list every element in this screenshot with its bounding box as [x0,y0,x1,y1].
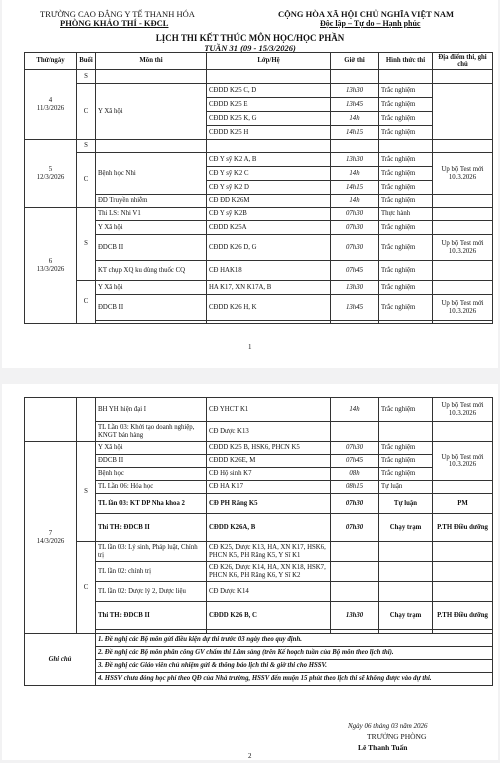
time-cell: 13h30 [331,153,379,167]
column-header: Địa điểm thi, ghi chú [433,53,493,70]
column-header: Môn thi [96,53,207,70]
time-cell: 14h [331,167,379,181]
class-cell: CĐ ĐD K26M [207,195,331,208]
time-cell: 07h45 [331,261,379,281]
note-cell: P.TH Điều dưỡng [433,514,493,542]
format-cell: Trắc nghiệm [379,195,433,208]
time-cell: 14h [331,195,379,208]
subject-cell: Bệnh học [96,468,207,481]
table-row [25,481,493,494]
format-cell: Trắc nghiệm [379,442,433,455]
class-cell: CĐ Y sỹ K2 A, B [207,153,331,167]
time-cell: 13h45 [331,295,379,321]
session-cell: C [77,542,96,634]
subject-cell: ĐDCB II [96,455,207,468]
time-cell: 07h30 [331,514,379,542]
class-cell: CĐDD K26 D, G [207,235,331,261]
session-cell: S [77,70,96,84]
class-cell: CĐ Dược K13 [207,422,331,442]
class-cell: CĐ Y sỹ K2 D [207,181,331,195]
format-cell: Trắc nghiệm [379,281,433,295]
format-cell: Trắc nghiệm [379,84,433,98]
subject-cell: TL lần 02: chính trị [96,562,207,582]
table-row [25,602,493,630]
class-cell: CĐDD K25 C, D [207,84,331,98]
column-header: Hình thức thi [379,53,433,70]
subject-cell: Thi TH: ĐDCB II [96,514,207,542]
table-row [25,153,493,167]
header-motto: Độc lập – Tự do – Hạnh phúc [320,19,421,28]
format-cell: Trắc nghiệm [379,468,433,481]
document-page-2 [2,384,498,760]
subject-cell: TL Lần 06: Hóa học [96,481,207,494]
class-cell: CĐDD K26 H, K [207,295,331,321]
time-cell: 13h30 [331,84,379,98]
class-cell: HA K17, XN K17A, B [207,281,331,295]
subject-cell: ĐDCB II [96,235,207,261]
format-cell: Trắc nghiệm [379,153,433,167]
table-row [25,582,493,602]
column-header: Lớp/Hệ [207,53,331,70]
document-page-1 [2,0,498,368]
subject-cell: TL lần 03: KT DP Nha khoa 2 [96,494,207,514]
class-cell: CĐDD K25 B, HSK6, PHCN K5 [207,442,331,455]
subject-cell: KT chụp XQ ku dùng thuốc CQ [96,261,207,281]
time-cell: 14h15 [331,181,379,195]
table-row [25,235,493,261]
table-row [25,295,493,321]
class-cell: CĐDD K26A, B [207,514,331,542]
session-cell: C [77,281,96,324]
table-row [25,195,493,208]
subject-cell: TL Lần 03: Khởi tạo doanh nghiệp, KNGT bán hàng [96,422,207,442]
time-cell: 14h [331,398,379,422]
header-department: PHÒNG KHẢO THÍ - KĐCL [60,18,169,28]
subject-cell: Thi TH: ĐDCB II [96,602,207,630]
class-cell: CĐ Hộ sinh K7 [207,468,331,481]
schedule-week: TUẦN 31 (09 - 15/3/2026) [204,43,296,53]
subject-cell: Y Xã hội [96,84,207,140]
table-header-row [25,53,493,70]
column-header: Buổi [77,53,96,70]
format-cell: Trắc nghiệm [379,98,433,112]
signer-name: Lê Thanh Tuấn [358,743,408,752]
format-cell: Tự luận [379,481,433,494]
table-row [25,398,493,422]
class-cell: CĐ HAK18 [207,261,331,281]
table-row [25,281,493,295]
exam-schedule-table-continued [24,397,493,686]
class-cell: CĐDD K26 B, C [207,602,331,630]
subject-cell: Y Xã hội [96,221,207,235]
table-row [25,442,493,455]
format-cell: Thực hành [379,208,433,221]
day-cell: 5 12/3/2026 [25,140,77,208]
note-cell: Up bộ Test mới 10.3.2026 [433,153,493,195]
time-cell: 07h30 [331,442,379,455]
format-cell: Trắc nghiệm [379,455,433,468]
format-cell: Trắc nghiệm [379,261,433,281]
time-cell: 07h30 [331,235,379,261]
exam-schedule-table [24,52,493,324]
format-cell: Trắc nghiệm [379,167,433,181]
format-cell: Chạy trạm [379,514,433,542]
session-cell: S [77,208,96,281]
table-row [25,261,493,281]
format-cell: Trắc nghiệm [379,126,433,140]
format-cell: Chạy trạm [379,602,433,630]
time-cell: 07h30 [331,208,379,221]
table-row [25,562,493,582]
note-item: 4. HSSV chưa đóng học phí theo QĐ của Nhà trường, HSSV đến muộn 15 phút theo lịch thi sẽ không được vào dự thi. [96,673,493,686]
class-cell: CĐDD K25 E [207,98,331,112]
header-school: TRƯỜNG CAO ĐẲNG Y TẾ THANH HÓA [40,9,195,19]
class-cell: CĐ Dược K14 [207,582,331,602]
day-cell: 4 11/3/2026 [25,70,77,140]
subject-cell: BH YH hiện đại I [96,398,207,422]
note-item: 3. Đề nghị các Giáo viên chủ nhiệm gửi & thông báo lịch thi & giờ thi cho HSSV. [96,660,493,673]
session-cell: S [77,140,96,153]
time-cell: 13h30 [331,602,379,630]
signer-title: TRƯỞNG PHÒNG [367,732,427,741]
format-cell: Trắc nghiệm [379,235,433,261]
class-cell: CĐ Y sỹ K2 C [207,167,331,181]
page-number: 1 [248,343,252,351]
table-row [25,140,493,153]
subject-cell: TL lần 02: Dược lý 2, Dược liệu [96,582,207,602]
table-row [25,422,493,442]
class-cell: CĐDD K26E, M [207,455,331,468]
format-cell: Trắc nghiệm [379,181,433,195]
subject-cell: TL lần 03: Lý sinh, Pháp luật, Chính trị [96,542,207,562]
time-cell: 13h45 [331,98,379,112]
format-cell: Trắc nghiệm [379,221,433,235]
subject-cell: ĐDCB II [96,295,207,321]
class-cell: CĐ K26, Dược K14, HA, XN K18, HSK7, PHCN K6, PH Răng K6, Y Sĩ K2 [207,562,331,582]
subject-cell: Y Xã hội [96,281,207,295]
subject-cell: Thi LS: Nhi V1 [96,208,207,221]
subject-cell: Bệnh học Nhi [96,153,207,195]
session-cell: C [77,153,96,208]
table-row [25,468,493,481]
session-cell: C [77,84,96,140]
table-row [25,542,493,562]
notes-row [25,647,493,660]
signing-date: Ngày 06 tháng 03 năm 2026 [348,722,428,730]
table-row [25,208,493,221]
time-cell: 08h15 [331,481,379,494]
time-cell: 07h45 [331,455,379,468]
note-cell: Up bộ Test mới 10.3.2026 [433,442,493,481]
time-cell: 07h30 [331,494,379,514]
schedule-title: LỊCH THI KẾT THÚC MÔN HỌC/HỌC PHẦN [155,33,345,43]
notes-label: Ghi chú [25,634,96,686]
header-country: CỘNG HÒA XÃ HỘI CHỦ NGHĨA VIỆT NAM [278,9,455,19]
note-cell: Up bộ Test mới 10.3.2026 [433,295,493,321]
time-cell: 14h15 [331,126,379,140]
column-header: Giờ thi [331,53,379,70]
notes-row [25,634,493,647]
format-cell: Trắc nghiệm [379,398,433,422]
time-cell: 08h [331,468,379,481]
subject-cell: Y Xã hội [96,442,207,455]
subject-cell: ĐD Truyền nhiễm [96,195,207,208]
table-row [25,70,493,84]
note-item: 1. Đề nghị các Bộ môn gửi điều kiện dự thi trước 03 ngày theo quy định. [96,634,493,647]
table-row [25,455,493,468]
class-cell: CĐDD K25A [207,221,331,235]
note-cell: PM [433,494,493,514]
table-row [25,514,493,542]
day-cell: 6 13/3/2026 [25,208,77,324]
note-cell: P.TH Điều dưỡng [433,602,493,630]
time-cell: 07h30 [331,221,379,235]
format-cell: Trắc nghiệm [379,295,433,321]
class-cell: CĐ HA K17 [207,481,331,494]
class-cell: CĐ Y sỹ K2B [207,208,331,221]
time-cell: 14h [331,112,379,126]
note-cell: Up bộ Test mới 10.3.2026 [433,398,493,422]
table-row [25,84,493,98]
note-cell: Up bộ Test mới 10.3.2026 [433,235,493,261]
class-cell: CĐ PH Răng K5 [207,494,331,514]
page-number: 2 [248,752,252,760]
notes-row [25,660,493,673]
time-cell: 13h30 [331,281,379,295]
note-item: 2. Đề nghị các Bộ môn phân công GV chấm thi Lâm sàng (trên Kế hoạch tuần của Bộ môn theo lịch thi). [96,647,493,660]
class-cell: CĐDD K25 K, G [207,112,331,126]
class-cell: CĐ K25, Dược K13, HA, XN K17, HSK6, PHCN K5, PH Răng K5, Y Sĩ K1 [207,542,331,562]
class-cell: CĐDD K25 H [207,126,331,140]
format-cell: Trắc nghiệm [379,112,433,126]
column-header: Thứ/ngày [25,53,77,70]
notes-row [25,673,493,686]
table-row [25,494,493,514]
class-cell: CĐ YHCT K1 [207,398,331,422]
table-row [25,221,493,235]
session-cell: S [77,442,96,542]
format-cell: Tự luận [379,494,433,514]
day-cell: 7 14/3/2026 [25,442,77,634]
